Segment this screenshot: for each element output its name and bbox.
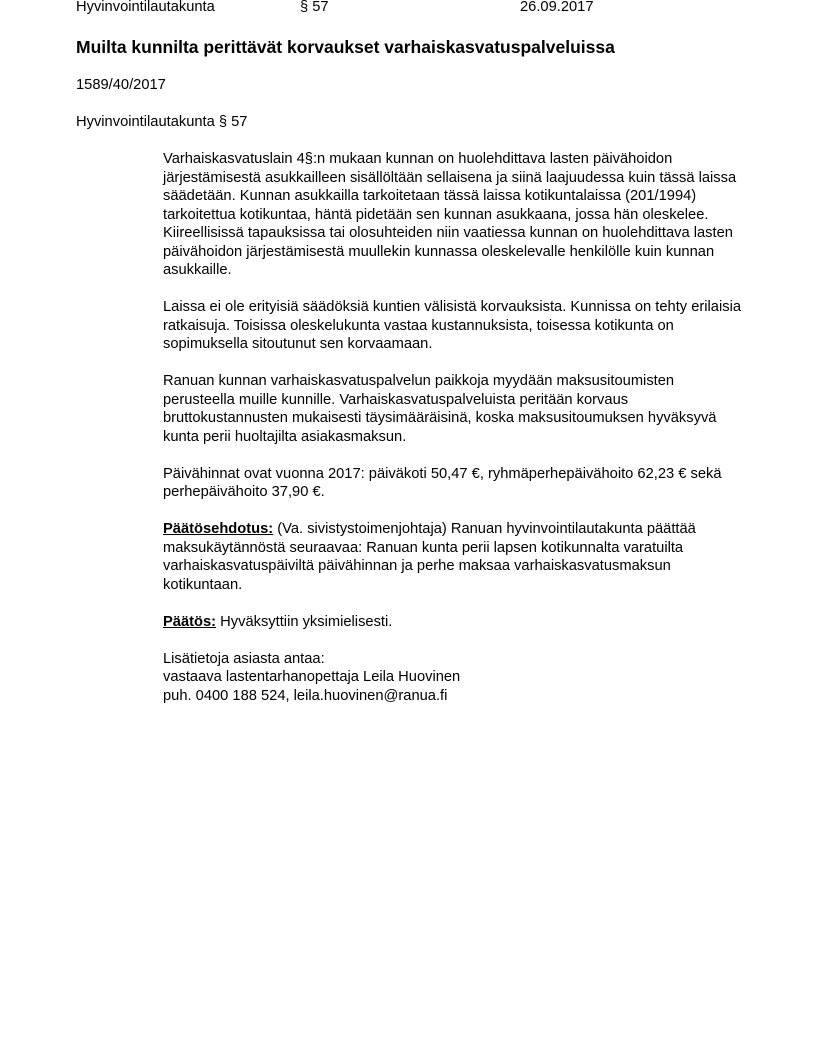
decision-label: Päätös:	[163, 613, 217, 630]
decision-text: Hyväksyttiin yksimielisesti.	[220, 613, 393, 630]
paragraph-law: Varhaiskasvatuslain 4§:n mukaan kunnan on huolehdittava lasten päivähoidon järjestämisestä asukkailleen sisällöltään sellaisena ja siinä laajuudessa kuin tässä laissa säädetään. Kunnan asukkailla tarkoitetaan tässä laissa kotikuntalaissa (201/1994) tarkoitettua kotikuntaa, häntä pidetään sen kunnan asukkaana, jossa hän oleskelee. Kiireellisissä tapauksissa tai olosuhteiden niin vaatiessa kunnan on huolehdittava lasten päivähoidon järjestämisestä muullekin kunnassa oleskelevalle henkilölle kuin kunnan asukkaille.	[163, 151, 737, 278]
document-content	[163, 150, 741, 705]
decision	[163, 613, 741, 632]
proposal-text: (Va. sivistystoimenjohtaja) Ranuan hyvinvointilautakunta päättää maksukäytännöstä seuraavaa: Ranuan kunta perii lapsen kotikunnalta varatuilta varhaiskasvatuspäiviltä päivähinnan ja perhe maksaa varhaiskasvatusmaksun kotikuntaan.	[163, 521, 696, 593]
header-section-number: § 57	[300, 0, 329, 15]
contact-intro: Lisätietoja asiasta antaa:	[163, 650, 325, 667]
header-body-name: Hyvinvointilautakunta	[76, 0, 215, 15]
decision-proposal	[163, 520, 741, 594]
paragraph-compensation: Laissa ei ole erityisiä säädöksiä kuntien välisistä korvauksista. Kunnissa on tehty erilaisia ratkaisuja. Toisissa oleskelukunta vastaa kustannuksista, toisessa kotikunta on sopimuksella sitoutunut sen korvaamaan.	[163, 299, 741, 352]
contact-details: puh. 0400 188 524, leila.huovinen@ranua.fi	[163, 687, 448, 704]
paragraph-ranua-sales: Ranuan kunnan varhaiskasvatuspalvelun paikkoja myydään maksusitoumisten perusteella muille kunnille. Varhaiskasvatuspalveluista peritään korvaus bruttokustannusten mukaisesti täysimääräisinä, koska maksusitoumuksen hyväksyvä kunta perii huoltajilta asiakasmaksun.	[163, 373, 717, 445]
proposal-label: Päätösehdotus:	[163, 521, 274, 537]
body-section-heading: Hyvinvointilautakunta § 57	[76, 114, 248, 130]
contact-person: vastaava lastentarhanopettaja Leila Huovinen	[163, 669, 461, 685]
paragraph-daily-prices: Päivähinnat ovat vuonna 2017: päiväkoti 50,47 €, ryhmäperhepäivähoito 62,23 € sekä perhepäivähoito 37,90 €.	[163, 465, 722, 500]
reference-number: 1589/40/2017	[76, 77, 166, 93]
header-date: 26.09.2017	[520, 0, 594, 15]
document-title: Muilta kunnilta perittävät korvaukset varhaiskasvatuspalveluissa	[76, 37, 615, 57]
document-header	[76, 0, 776, 19]
